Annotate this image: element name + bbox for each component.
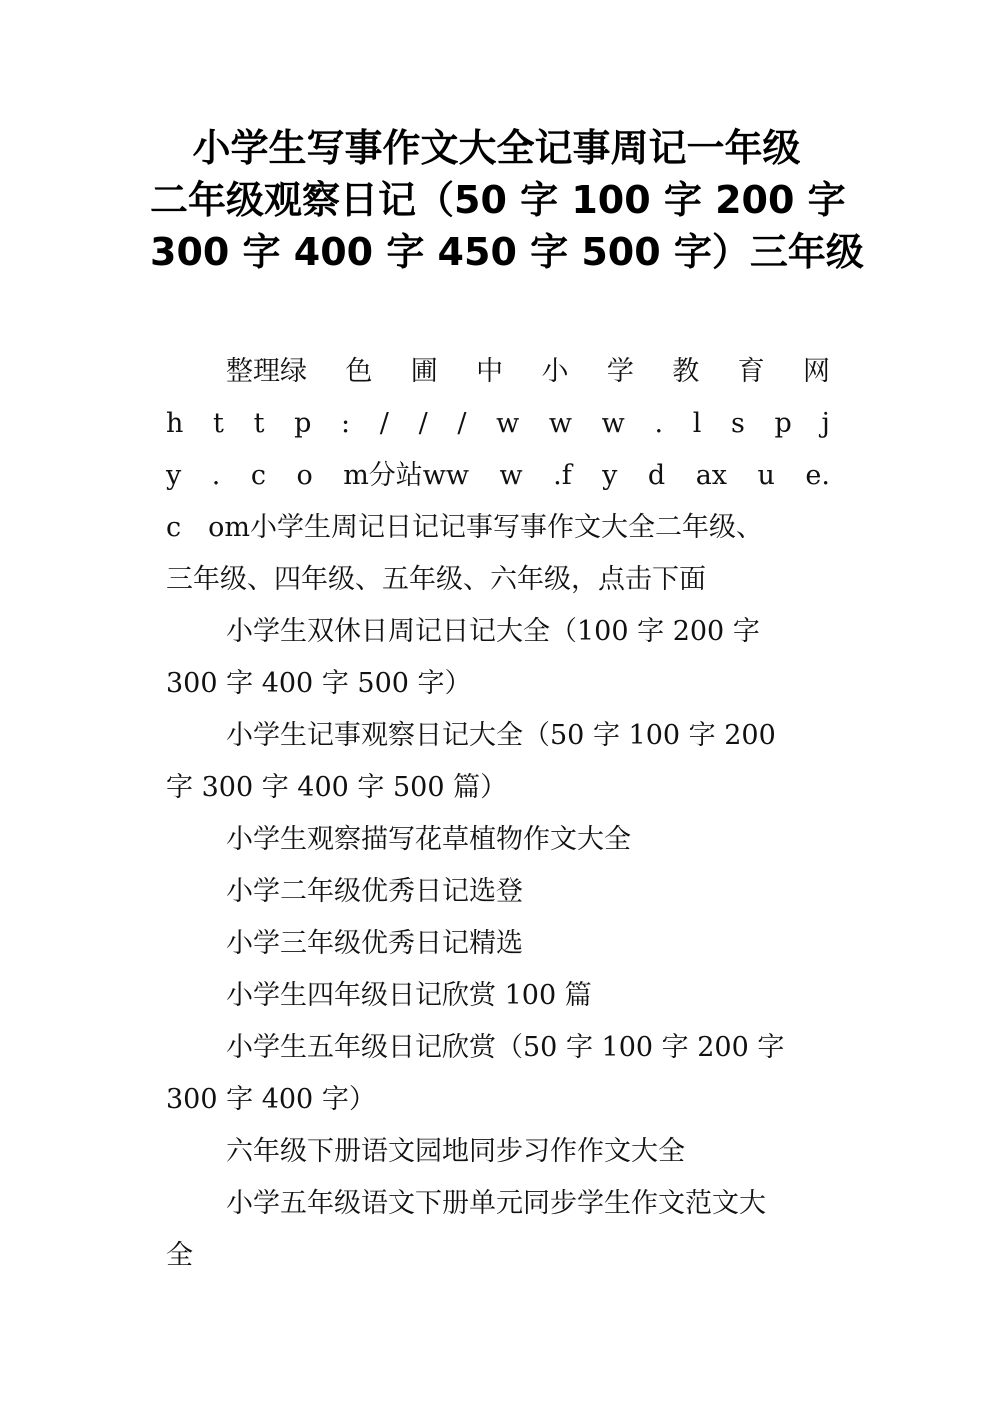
url-char: c — [250, 460, 266, 491]
intro-token: 整理绿 — [226, 356, 307, 387]
list-item-cont: 300 字 400 字 500 字） — [166, 668, 472, 699]
document-body — [166, 346, 830, 1282]
url-char: u — [757, 460, 775, 491]
url-char: l — [692, 408, 702, 439]
url-char: . — [654, 408, 664, 439]
intro-line-4: c om小学生周记日记记事写事作文大全二年级、 — [166, 512, 763, 543]
intro-line-5: 三年级、四年级、五年级、六年级，点击下面 — [166, 564, 706, 595]
list-item: 小学生四年级日记欣赏 100 篇 — [226, 980, 592, 1011]
url-char: w — [601, 408, 625, 439]
list-item-cont: 字 300 字 400 字 500 篇） — [166, 772, 508, 803]
document-title — [150, 122, 864, 278]
list-item: 小学生双休日周记日记大全（100 字 200 字 — [226, 616, 760, 647]
intro-token: 教 — [672, 356, 700, 387]
url-char: w — [499, 460, 523, 491]
url-char: m分站ww — [343, 460, 470, 491]
list-item-cont: 300 字 400 字） — [166, 1084, 376, 1115]
title-line-2: 二年级观察日记（50 字 100 字 200 字 — [150, 178, 846, 222]
intro-token: 中 — [476, 356, 504, 387]
url-char: . — [211, 460, 221, 491]
intro-url-line — [166, 398, 830, 450]
url-char: w — [548, 408, 572, 439]
intro-token: 小 — [541, 356, 569, 387]
url-char: j — [821, 408, 830, 439]
list-item: 小学生五年级日记欣赏（50 字 100 字 200 字 — [226, 1032, 785, 1063]
list-item: 小学生观察描写花草植物作文大全 — [226, 824, 631, 855]
intro-url-line-2 — [166, 450, 830, 502]
url-char: p — [294, 408, 312, 439]
title-line-3: 300 字 400 字 450 字 500 字）三年级 — [150, 230, 864, 274]
url-char: h — [166, 408, 184, 439]
url-char: s — [730, 408, 745, 439]
list-item: 小学生记事观察日记大全（50 字 100 字 200 — [226, 720, 776, 751]
url-char: / — [457, 408, 467, 439]
intro-token: 网 — [803, 356, 830, 387]
url-char: o — [296, 460, 313, 491]
list-item: 小学二年级优秀日记选登 — [226, 876, 523, 907]
list-item-cont: 全 — [166, 1240, 193, 1271]
url-char: y — [166, 460, 182, 491]
url-char: : — [341, 408, 351, 439]
url-char: .f — [553, 460, 572, 491]
intro-token: 育 — [737, 356, 765, 387]
url-char: / — [418, 408, 428, 439]
title-line-1: 小学生写事作文大全记事周记一年级 — [192, 126, 801, 170]
url-char: d — [647, 460, 666, 491]
url-char: t — [253, 408, 265, 439]
url-char: w — [496, 408, 520, 439]
url-char: y — [602, 460, 618, 491]
list-item: 小学三年级优秀日记精选 — [226, 928, 523, 959]
url-char: t — [213, 408, 224, 439]
intro-token: 圃 — [410, 356, 438, 387]
intro-line-1 — [166, 346, 830, 398]
url-char: ax — [695, 460, 728, 491]
url-char: / — [379, 408, 389, 439]
intro-token: 学 — [606, 356, 634, 387]
url-char: e. — [805, 460, 830, 491]
list-item: 小学五年级语文下册单元同步学生作文范文大 — [226, 1188, 766, 1219]
intro-token: 色 — [345, 356, 373, 387]
list-item: 六年级下册语文园地同步习作作文大全 — [226, 1136, 685, 1167]
url-char: p — [774, 408, 792, 439]
